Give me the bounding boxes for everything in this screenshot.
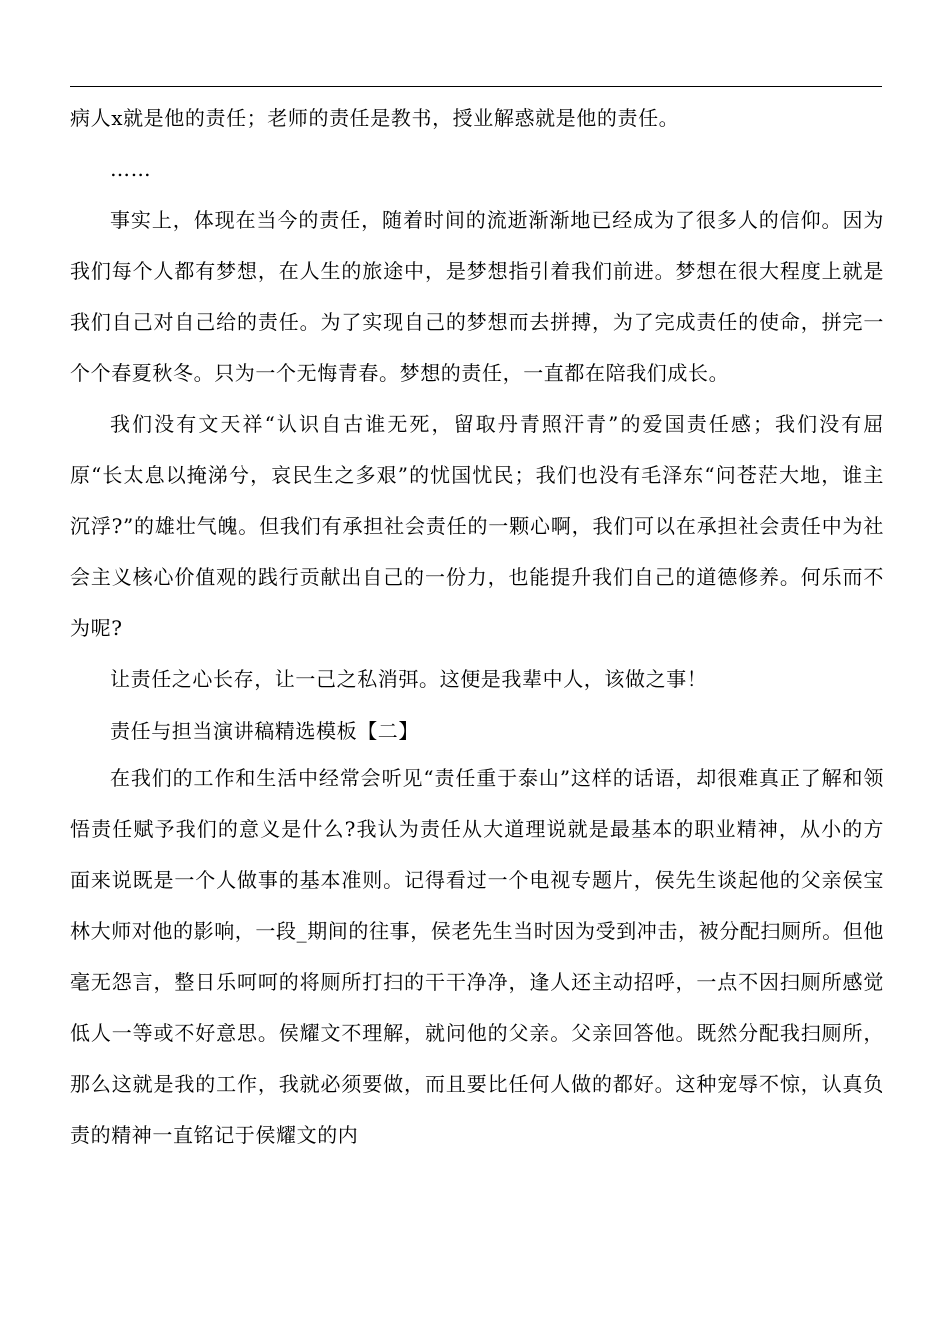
paragraph: 让责任之心长存，让一己之私消弭。这便是我辈中人，该做之事！	[110, 667, 708, 691]
paragraph: 在我们的工作和生活中经常会听见“责任重于泰山”这样的话语，却很难真正了解和领悟责任赋予我们的意义是什么?我认为责任从大道理说就是最基本的职业精神，从小的方面来说既是一个人做事的基本准则。记得看过一个电视专题片，侯先生谈起他的父亲侯宝林大师对他的影响，一段_期间的往事，侯老先生当时因为受到冲击，被分配扫厕所。但他毫无怨言，整日乐呵呵的将厕所打扫的干干净净，逢人还主动招呼，一点不因扫厕所感觉低人一等或不好意思。侯耀文不理解，就问他的父亲。父亲回答他。既然分配我扫厕所，那么这就是我的工作，我就必须要做，而且要比任何人做的都好。这种宠辱不惊，认真负责的精神一直铭记于侯耀文的内	[70, 766, 884, 1147]
document-body	[70, 93, 884, 1161]
ellipsis-paragraph: ……	[110, 157, 152, 181]
paragraph: 事实上，体现在当今的责任，随着时间的流逝渐渐地已经成为了很多人的信仰。因为我们每个人都有梦想，在人生的旅途中，是梦想指引着我们前进。梦想在很大程度上就是我们自己对自己给的责任。为了实现自己的梦想而去拼搏，为了完成责任的使命，拼完一个个春夏秋冬。只为一个无悔青春。梦想的责任，一直都在陪我们成长。	[70, 208, 884, 385]
paragraph: 病人x就是他的责任；老师的责任是教书，授业解惑就是他的责任。	[70, 106, 680, 130]
section-heading: 责任与担当演讲稿精选模板【二】	[110, 719, 419, 743]
paragraph: 我们没有文天祥“认识自古谁无死，留取丹青照汗青”的爱国责任感；我们没有屈原“长太息以掩涕兮，哀民生之多艰”的忧国忧民；我们也没有毛泽东“问苍茫大地，谁主沉浮?”的雄壮气魄。但我们有承担社会责任的一颗心啊，我们可以在承担社会责任中为社会主义核心价值观的践行贡献出自己的一份力，也能提升我们自己的道德修养。何乐而不为呢?	[70, 412, 884, 640]
header-rule	[70, 86, 882, 87]
